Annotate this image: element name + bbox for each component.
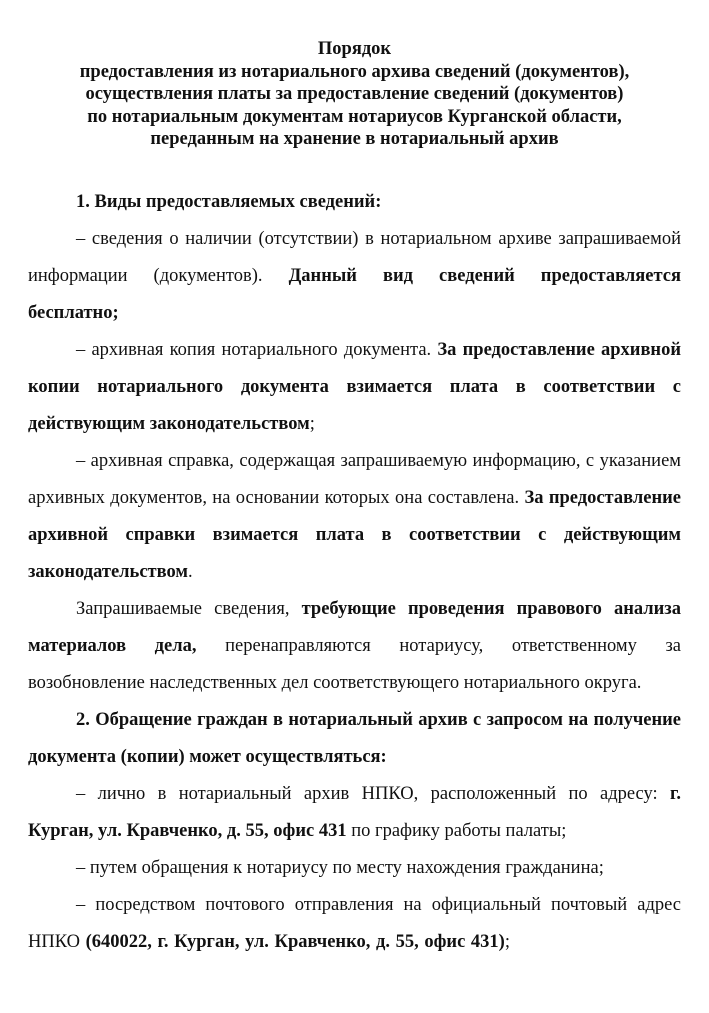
section-1-item-2: – архивная копия нотариального документа. За предоставление архивной копии нотариального документа взимается плата в соответствии с действующим законодательством; — [28, 340, 681, 434]
section-1-item-1: – сведения о наличии (отсутствии) в нотариальном архиве запрашиваемой информации (документов). Данный вид сведений предоставляется бесплатно; — [28, 229, 681, 323]
section-2-item-1: – лично в нотариальный архив НПКО, расположенный по адресу: г. Курган, ул. Кравченко, д. 55, офис 431 по графику работы палаты; — [28, 784, 681, 841]
section-2-heading: 2. Обращение граждан в нотариальный архив с запросом на получение документа (копии) может осуществляться: — [28, 710, 681, 767]
document-title — [0, 38, 709, 151]
section-1-note: Запрашиваемые сведения, требующие проведения правового анализа материалов дела, перенаправляются нотариусу, ответственному за возобновление наследственных дел соответствующего нотариального округа. — [28, 599, 681, 693]
title-line: переданным на хранение в нотариальный архив — [150, 129, 559, 149]
section-1-heading: 1. Виды предоставляемых сведений: — [76, 192, 382, 212]
section-2-item-3: – посредством почтового отправления на официальный почтовый адрес НПКО (640022, г. Курган, ул. Кравченко, д. 55, офис 431); — [28, 895, 681, 952]
section-1-item-3: – архивная справка, содержащая запрашиваемую информацию, с указанием архивных документов, на основании которых она составлена. За предоставление архивной справки взимается плата в соответствии с действующим законодательством. — [28, 451, 681, 582]
title-line: по нотариальным документам нотариусов Курганской области, — [87, 106, 622, 127]
section-2-item-2: – путем обращения к нотариусу по месту нахождения гражданина; — [76, 858, 604, 878]
title-line: Порядок — [317, 39, 392, 59]
title-line: осуществления платы за предоставление сведений (документов) — [85, 84, 624, 104]
document-body — [28, 184, 681, 961]
title-line: предоставления из нотариального архива сведений (документов), — [79, 61, 630, 82]
